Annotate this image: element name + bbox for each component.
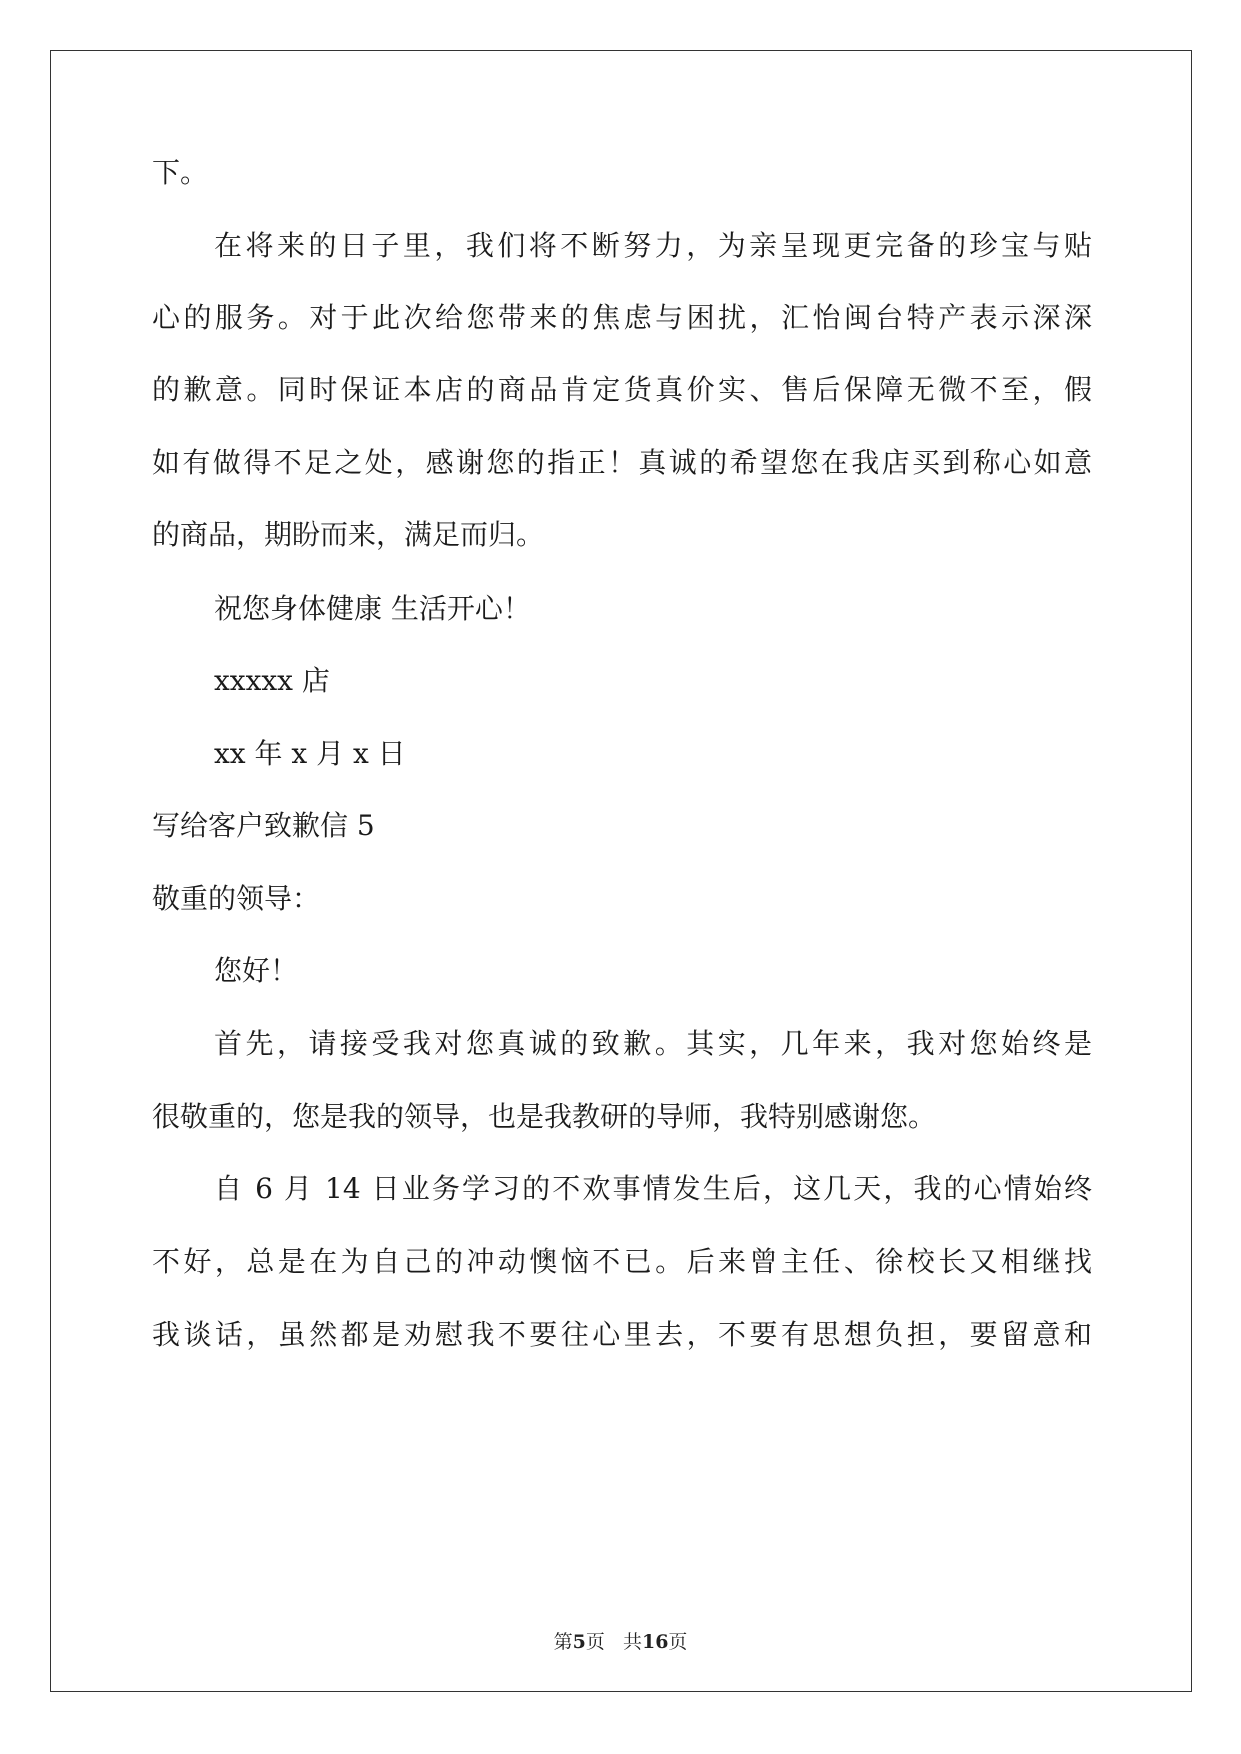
body-line-6: 的商品，期盼而来，满足而归。 (152, 518, 545, 551)
body-line-2: 在将来的日子里，我们将不断努力，为亲呈现更完备的珍宝与贴 (214, 229, 1092, 262)
section-heading: 写给客户致歉信 5 (152, 809, 375, 842)
body-line-3: 心的服务。对于此次给您带来的焦虑与困扰，汇怡闽台特产表示深深 (152, 301, 1092, 334)
page-number: 5 (572, 1631, 586, 1653)
page-suffix: 页 (585, 1631, 605, 1653)
total-pages: 16 (641, 1631, 669, 1653)
body-line-4: 的歉意。同时保证本店的商品肯定货真价实、售后保障无微不至，假 (152, 373, 1092, 406)
body-line-5: 如有做得不足之处，感谢您的指正！真诚的希望您在我店买到称心如意 (152, 446, 1092, 479)
signature-date: xx 年 x 月 x 日 (214, 737, 406, 770)
body-line-13: 首先，请接受我对您真诚的致歉。其实，几年来，我对您始终是 (214, 1027, 1092, 1060)
body-line-17: 我谈话，虽然都是劝慰我不要往心里去，不要有思想负担，要留意和 (152, 1318, 1092, 1351)
greeting: 您好！ (214, 954, 299, 987)
signature-store: xxxxx 店 (214, 664, 330, 697)
total-suffix: 页 (668, 1631, 688, 1653)
body-line-1: 下。 (152, 156, 209, 189)
closing-wish: 祝您身体健康 生活开心！ (214, 592, 531, 625)
page-border (50, 50, 1192, 1692)
page-footer (0, 1630, 1241, 1654)
salutation: 敬重的领导： (152, 882, 321, 915)
body-line-16: 不好，总是在为自己的冲动懊恼不已。后来曾主任、徐校长又相继找 (152, 1245, 1092, 1278)
body-line-14: 很敬重的，您是我的领导，也是我教研的导师，我特别感谢您。 (152, 1100, 937, 1133)
body-line-15: 自 6 月 14 日业务学习的不欢事情发生后，这几天，我的心情始终 (214, 1172, 1092, 1205)
page-prefix: 第 (553, 1631, 573, 1653)
total-prefix: 共 (622, 1631, 642, 1653)
